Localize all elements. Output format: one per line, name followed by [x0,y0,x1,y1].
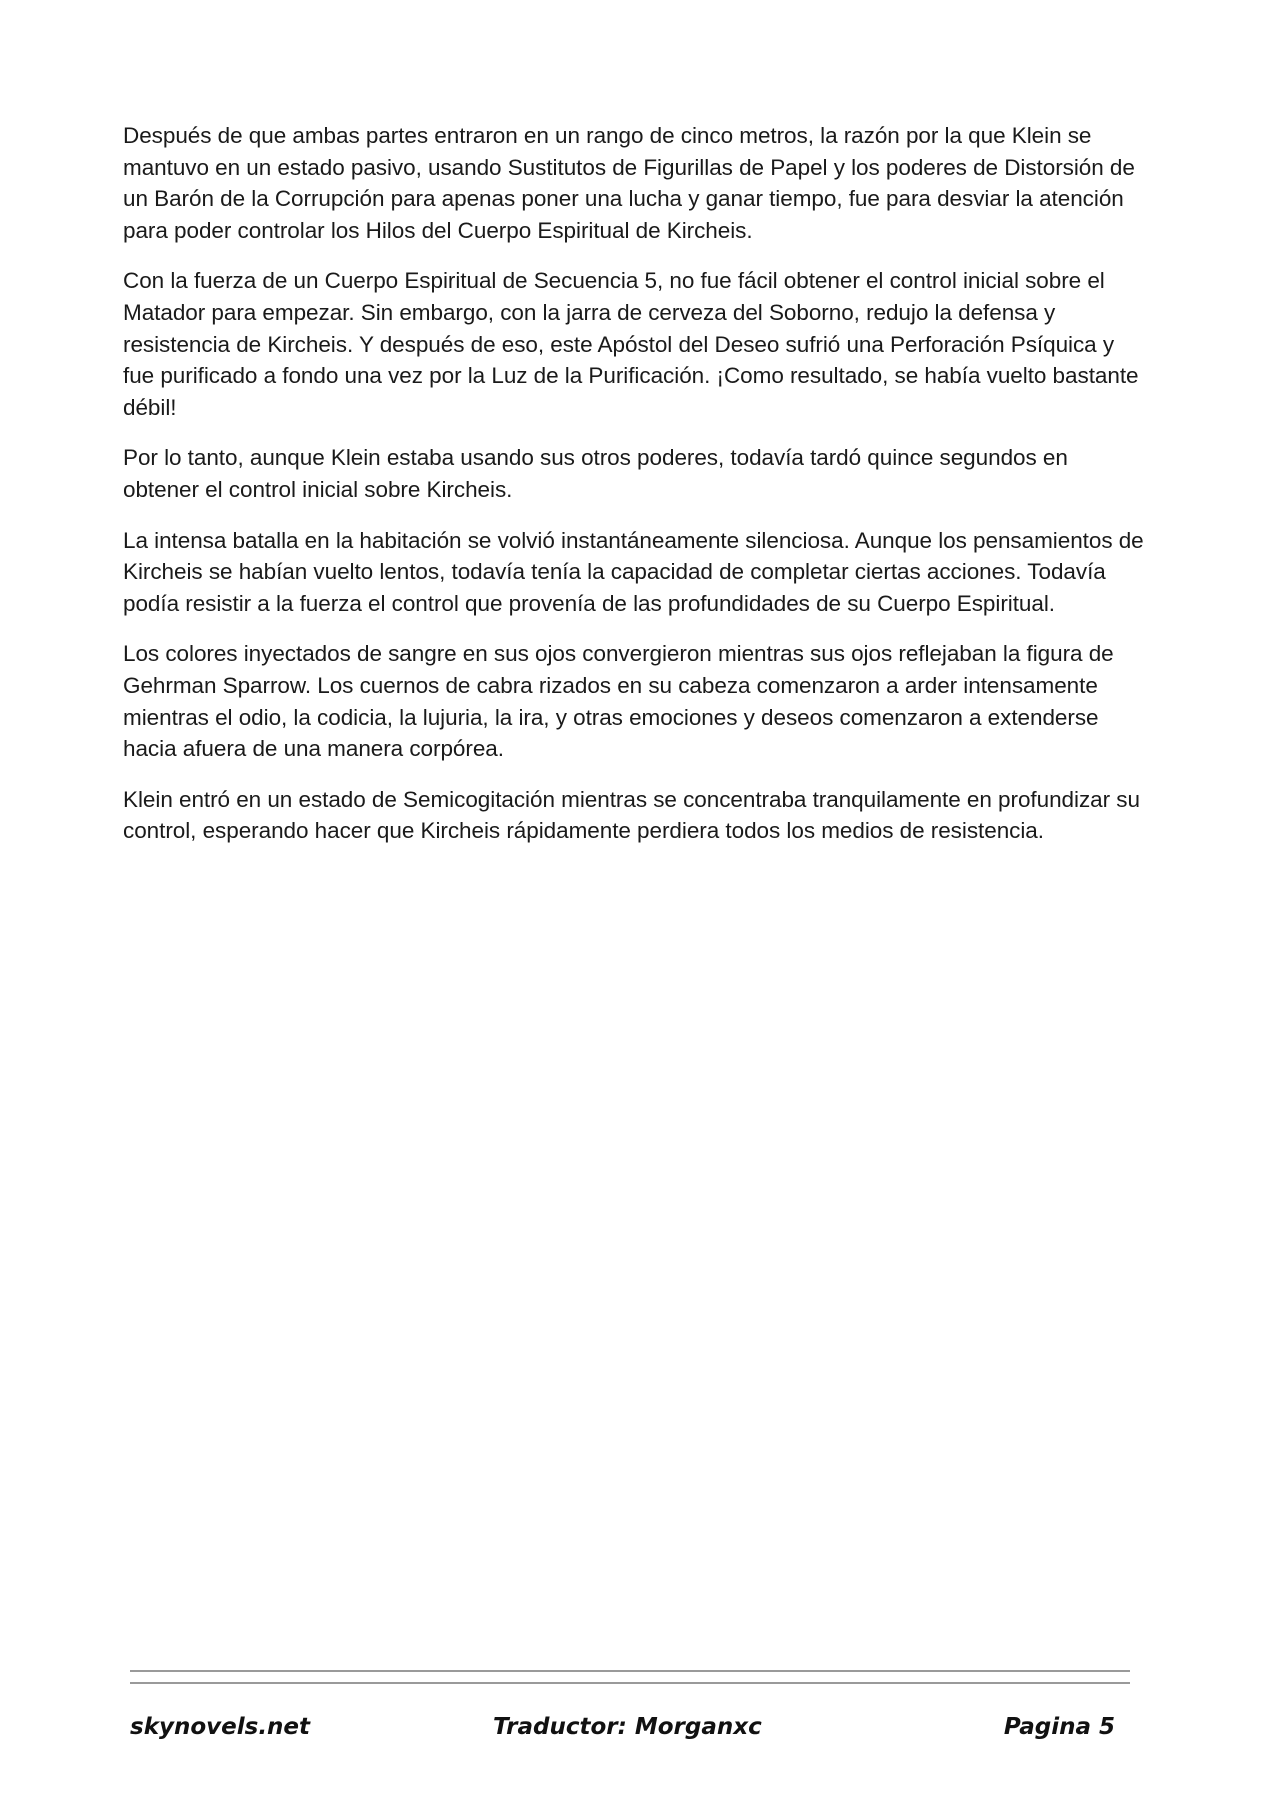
footer-translator: Traductor: Morganxc [493,1714,762,1740]
footer-divider-top [130,1670,1130,1672]
paragraph: Por lo tanto, aunque Klein estaba usando sus otros poderes, todavía tardó quince segundos en obtener el control inicial sobre Kircheis. [123,445,1068,502]
paragraph: Klein entró en un estado de Semicogitación mientras se concentraba tranquilamente en profundizar su control, esperando hacer que Kircheis rápidamente perdiera todos los medios de resistencia. [123,786,1140,844]
paragraph: Con la fuerza de un Cuerpo Espiritual de Secuencia 5, no fue fácil obtener el control inicial sobre el Matador para empezar. Sin embargo, con la jarra de cerveza del Soborno, redujo la defensa y resistencia de Kircheis. Y después de eso, este Apóstol del Deseo sufrió una Perforación Psíquica y fue purificado a fondo una vez por la Luz de la Purificación. ¡Como resultado, se había vuelto bastante débil! [123,268,1139,420]
page-footer [130,1714,1130,1746]
footer-divider-bottom [130,1682,1130,1684]
paragraph: La intensa batalla en la habitación se volvió instantáneamente silenciosa. Aunque los pensamientos de Kircheis se habían vuelto lentos, todavía tenía la capacidad de completar ciertas acciones. Todavía podía resistir a la fuerza el control que provenía de las profundidades de su Cuerpo Espiritual. [123,527,1144,616]
body-text [123,120,1148,866]
paragraph: Los colores inyectados de sangre en sus ojos convergieron mientras sus ojos reflejaban la figura de Gehrman Sparrow. Los cuernos de cabra rizados en su cabeza comenzaron a arder intensamente mientras el odio, la codicia, la lujuria, la ira, y otras emociones y deseos comenzaron a extenderse hacia afuera de una manera corpórea. [123,641,1114,762]
footer-site-name: skynovels.net [130,1714,311,1740]
footer-page-number: Pagina 5 [1003,1714,1115,1740]
paragraph: Después de que ambas partes entraron en un rango de cinco metros, la razón por la que Klein se mantuvo en un estado pasivo, usando Sustitutos de Figurillas de Papel y los poderes de Distorsión de un Barón de la Corrupción para apenas poner una lucha y ganar tiempo, fue para desviar la atención para poder controlar los Hilos del Cuerpo Espiritual de Kircheis. [123,123,1135,243]
